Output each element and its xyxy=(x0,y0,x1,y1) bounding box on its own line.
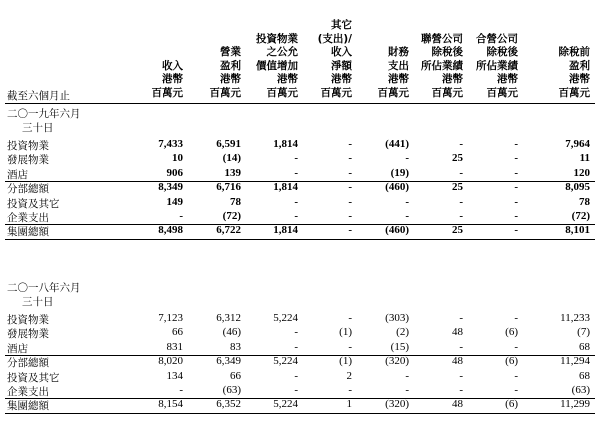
table-cell: 1,814 xyxy=(273,138,298,150)
table-cell: - xyxy=(514,181,518,194)
table-cell: - xyxy=(348,210,352,222)
header-divider xyxy=(5,103,595,104)
row-label: 企業支出 xyxy=(7,386,49,398)
table-cell: - xyxy=(348,152,352,165)
column-header-8 xyxy=(510,46,590,100)
table-cell: - xyxy=(179,210,183,222)
column-header-line: 除稅前 xyxy=(558,46,590,58)
column-header-line: 投資物業 xyxy=(256,32,298,45)
column-header-line: 百萬元 xyxy=(558,86,590,99)
table-cell: 134 xyxy=(166,369,183,382)
table-cell: 8,101 xyxy=(565,224,590,237)
table-cell: - xyxy=(294,152,298,165)
table-cell: (2) xyxy=(396,326,409,339)
table-cell: 5,224 xyxy=(273,312,298,324)
table-cell: - xyxy=(348,384,352,396)
table-cell: - xyxy=(294,384,298,396)
table-cell: 8,498 xyxy=(158,224,183,237)
table-cell: 11,294 xyxy=(560,355,590,368)
table-cell: - xyxy=(514,369,518,382)
table-cell: 7,433 xyxy=(158,138,183,150)
table-cell: 48 xyxy=(452,326,463,339)
table-cell: (72) xyxy=(222,210,241,222)
table-cell: 6,312 xyxy=(216,312,241,324)
row-label: 酒店 xyxy=(7,342,28,355)
section-subtitle: 三十日 xyxy=(22,122,54,134)
column-header-line: 聯營公司 xyxy=(421,32,463,45)
table-cell: 78 xyxy=(230,195,241,208)
table-cell: - xyxy=(514,340,518,353)
column-header-line: 盈利 xyxy=(569,59,590,72)
column-header-line: 除稅後 xyxy=(486,46,518,58)
table-cell: (72) xyxy=(571,210,590,222)
table-cell: - xyxy=(348,166,352,179)
table-cell: (460) xyxy=(385,181,409,194)
table-cell: 6,349 xyxy=(216,355,241,368)
table-cell: 8,095 xyxy=(565,181,590,194)
column-header-line: 淨額 xyxy=(331,59,352,72)
column-header-line: 港幣 xyxy=(388,73,409,85)
table-cell: (320) xyxy=(385,355,409,368)
table-cell: (320) xyxy=(385,398,409,411)
row-label: 分部總額 xyxy=(7,357,49,370)
table-cell: 1,814 xyxy=(273,181,298,194)
column-header-line: 港幣 xyxy=(442,73,463,85)
column-header-line: 之公允 xyxy=(266,46,298,58)
table-cell: - xyxy=(294,369,298,382)
table-cell: - xyxy=(348,312,352,324)
table-cell: - xyxy=(348,195,352,208)
row-label: 集團總額 xyxy=(7,226,49,239)
column-header-line: 收入 xyxy=(162,59,183,72)
column-header-7 xyxy=(438,33,518,101)
table-cell: - xyxy=(294,326,298,339)
table-cell: - xyxy=(294,195,298,208)
table-cell: (6) xyxy=(505,398,518,411)
total-bottom-rule xyxy=(5,413,595,414)
table-cell: 48 xyxy=(452,355,463,368)
section-title: 二〇一九年六月 xyxy=(7,108,81,120)
table-cell: 6,716 xyxy=(216,181,241,194)
column-header-line: 合營公司 xyxy=(476,32,518,45)
column-header-line: 百萬元 xyxy=(209,86,241,99)
table-cell: - xyxy=(514,210,518,222)
table-cell: 25 xyxy=(452,181,463,194)
table-cell: 1,814 xyxy=(273,224,298,237)
column-header-line: 百萬元 xyxy=(431,86,463,99)
table-cell: 11,299 xyxy=(560,398,590,411)
table-cell: 25 xyxy=(452,224,463,237)
table-cell: - xyxy=(294,210,298,222)
table-cell: 7,964 xyxy=(565,138,590,150)
table-cell: (6) xyxy=(505,355,518,368)
column-header-line: 其它 xyxy=(331,19,352,31)
total-bottom-rule xyxy=(5,239,595,240)
table-cell: 83 xyxy=(230,340,241,353)
table-cell: 6,591 xyxy=(216,138,241,150)
table-cell: - xyxy=(514,195,518,208)
table-cell: 906 xyxy=(166,166,183,179)
column-header-line: 港幣 xyxy=(331,73,352,85)
table-cell: 149 xyxy=(166,195,183,208)
table-cell: - xyxy=(459,384,463,396)
table-cell: - xyxy=(405,210,409,222)
table-cell: - xyxy=(514,152,518,165)
table-cell: (15) xyxy=(390,340,409,353)
period-label: 截至六個月止 xyxy=(7,90,70,102)
table-cell: (7) xyxy=(577,326,590,339)
table-cell: - xyxy=(348,224,352,237)
table-cell: - xyxy=(405,195,409,208)
column-header-line: 所佔業績 xyxy=(421,59,463,72)
table-cell: - xyxy=(179,384,183,396)
table-cell: - xyxy=(514,138,518,150)
table-cell: 8,349 xyxy=(158,181,183,194)
table-cell: - xyxy=(348,181,352,194)
row-label: 酒店 xyxy=(7,168,28,181)
column-header-line: 除稅後 xyxy=(431,46,463,58)
row-label: 投資及其它 xyxy=(7,371,60,384)
column-header-line: (支出)/ xyxy=(317,32,352,45)
table-cell: 48 xyxy=(452,398,463,411)
column-header-line: 支出 xyxy=(388,59,409,72)
section-title: 二〇一八年六月 xyxy=(7,282,81,294)
column-header-line: 百萬元 xyxy=(486,86,518,99)
table-cell: (63) xyxy=(222,384,241,396)
table-cell: (460) xyxy=(385,224,409,237)
section-subtitle: 三十日 xyxy=(22,296,54,308)
table-cell: - xyxy=(459,369,463,382)
table-cell: - xyxy=(459,138,463,150)
table-cell: - xyxy=(294,340,298,353)
row-label: 集團總額 xyxy=(7,400,49,413)
table-cell: - xyxy=(348,138,352,150)
table-cell: 66 xyxy=(172,326,183,339)
table-cell: (1) xyxy=(339,355,352,368)
table-cell: 8,154 xyxy=(158,398,183,411)
table-cell: (63) xyxy=(571,384,590,396)
column-header-line: 盈利 xyxy=(220,59,241,72)
table-cell: 831 xyxy=(166,340,183,353)
table-cell: 68 xyxy=(579,340,590,353)
table-cell: - xyxy=(459,340,463,353)
table-cell: - xyxy=(294,166,298,179)
table-cell: (303) xyxy=(385,312,409,324)
column-header-line: 價值增加 xyxy=(256,59,298,72)
table-cell: - xyxy=(405,384,409,396)
table-cell: 10 xyxy=(172,152,183,165)
table-cell: 8,020 xyxy=(158,355,183,368)
row-label: 分部總額 xyxy=(7,183,49,196)
table-cell: (441) xyxy=(385,138,409,150)
table-cell: 78 xyxy=(579,195,590,208)
table-cell: - xyxy=(514,384,518,396)
row-label: 企業支出 xyxy=(7,212,49,224)
table-cell: 25 xyxy=(452,152,463,165)
table-cell: - xyxy=(459,166,463,179)
table-cell: - xyxy=(459,195,463,208)
column-header-line: 所佔業績 xyxy=(476,59,518,72)
table-cell: 139 xyxy=(224,166,241,179)
table-cell: - xyxy=(459,210,463,222)
column-header-line: 百萬元 xyxy=(320,86,352,99)
column-header-line: 港幣 xyxy=(162,73,183,85)
column-header-line: 港幣 xyxy=(277,73,298,85)
table-cell: 11,233 xyxy=(560,312,590,324)
table-cell: (14) xyxy=(222,152,241,165)
table-cell: 11 xyxy=(579,152,590,165)
table-cell: (46) xyxy=(222,326,241,339)
column-header-line: 港幣 xyxy=(220,73,241,85)
table-cell: 1 xyxy=(346,398,352,411)
row-label: 發展物業 xyxy=(7,328,49,341)
table-cell: - xyxy=(459,312,463,324)
table-cell: - xyxy=(405,152,409,165)
column-header-line: 港幣 xyxy=(497,73,518,85)
table-cell: - xyxy=(514,224,518,237)
table-cell: - xyxy=(405,369,409,382)
table-cell: - xyxy=(514,312,518,324)
table-cell: 6,352 xyxy=(216,398,241,411)
table-cell: 7,123 xyxy=(158,312,183,324)
table-cell: - xyxy=(348,340,352,353)
table-cell: 2 xyxy=(346,369,352,382)
table-cell: 5,224 xyxy=(273,398,298,411)
column-header-line: 財務 xyxy=(388,46,409,58)
column-header-line: 百萬元 xyxy=(266,86,298,99)
column-header-line: 百萬元 xyxy=(151,86,183,99)
table-cell: (19) xyxy=(390,166,409,179)
table-cell: 120 xyxy=(573,166,590,179)
table-cell: - xyxy=(514,166,518,179)
table-cell: (6) xyxy=(505,326,518,339)
table-cell: 6,722 xyxy=(216,224,241,237)
row-label: 發展物業 xyxy=(7,154,49,167)
row-label: 投資物業 xyxy=(7,314,49,326)
column-header-line: 營業 xyxy=(220,46,241,58)
row-label: 投資物業 xyxy=(7,140,49,152)
column-header-line: 收入 xyxy=(331,46,352,58)
table-cell: 66 xyxy=(230,369,241,382)
column-header-line: 港幣 xyxy=(569,73,590,85)
table-cell: (1) xyxy=(339,326,352,339)
column-header-line: 百萬元 xyxy=(377,86,409,99)
row-label: 投資及其它 xyxy=(7,197,60,210)
table-cell: 68 xyxy=(579,369,590,382)
table-cell: 5,224 xyxy=(273,355,298,368)
